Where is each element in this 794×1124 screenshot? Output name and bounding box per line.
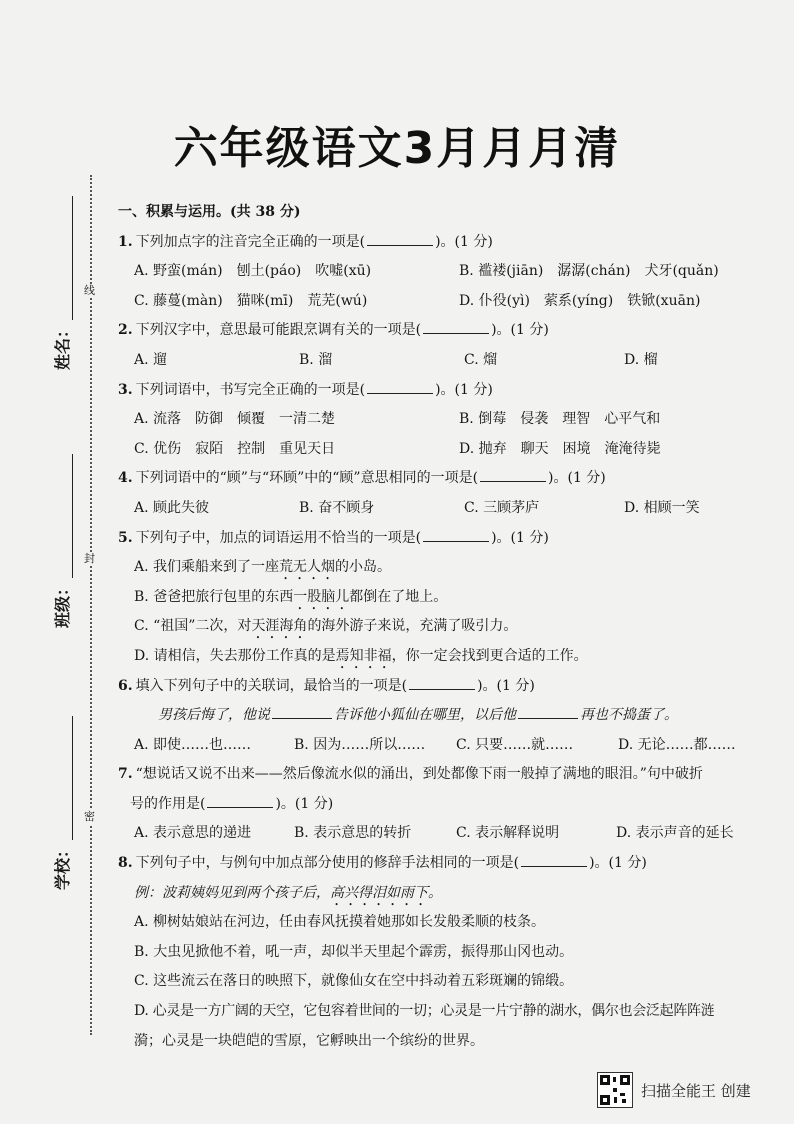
section-heading: 一、积累与运用。(共 38 分) xyxy=(118,204,301,220)
option-c: C. 只要……就…… xyxy=(456,736,574,753)
option-c: C. 藤蔓(màn) 猫咪(mī) 荒芜(wú) xyxy=(134,292,368,309)
option-a xyxy=(118,553,773,583)
question-3 xyxy=(118,376,773,406)
question-number: 5. xyxy=(118,529,133,546)
question-tail: )。(1 分) xyxy=(435,381,493,398)
question-stem: 下列词语中，书写完全正确的一项是( xyxy=(135,381,366,398)
option-text: C. “祖国”二次，对 xyxy=(134,618,252,635)
example-sentence xyxy=(118,879,773,909)
question-5 xyxy=(118,524,773,554)
name-field xyxy=(50,196,73,370)
option-text: 都倒在了地上。 xyxy=(349,588,448,605)
option-c: C. 熘 xyxy=(464,351,498,368)
option-a: A. 表示意思的递进 xyxy=(134,825,252,842)
option-d: D. 无论……都…… xyxy=(618,736,736,753)
options-row xyxy=(118,346,773,376)
options-row xyxy=(118,731,773,761)
question-number: 2. xyxy=(118,322,133,339)
example-text: 例：波莉姨妈见到两个孩子后， xyxy=(134,884,330,901)
name-label: 姓名： xyxy=(53,321,72,370)
watermark-text: 扫描全能王 创建 xyxy=(641,1081,751,1100)
option-text: 的海外游子来说，充满了吸引力。 xyxy=(307,618,518,635)
question-number: 4. xyxy=(118,470,133,487)
class-field xyxy=(50,454,73,628)
school-blank[interactable] xyxy=(56,716,73,840)
question-tail: )。(1 分) xyxy=(477,677,535,694)
option-d-cont: 漪；心灵是一块皑皑的雪原，它孵映出一个缤纷的世界。 xyxy=(134,1032,484,1049)
question-8 xyxy=(118,849,773,879)
option-d: D. 仆役(yì) 萦系(yíng) 铁锨(xuān) xyxy=(459,292,701,309)
answer-blank[interactable] xyxy=(423,527,489,542)
sentence-text: 再也不捣蛋了。 xyxy=(580,707,678,724)
option-text: A. 我们乘船来到了一座 xyxy=(134,559,280,576)
option-d: D. 抛弃 聊天 困境 淹淹待毙 xyxy=(459,440,661,457)
answer-blank[interactable] xyxy=(367,231,433,246)
answer-blank[interactable] xyxy=(521,852,587,867)
option-b xyxy=(118,583,773,613)
question-tail: )。(1 分) xyxy=(435,233,493,250)
question-stem: 下列词语中的“顾”与“环顾”中的“顾”意思相同的一项是( xyxy=(135,470,479,487)
question-7-cont xyxy=(118,790,773,820)
option-b: B. 倒莓 侵袭 理智 心平气和 xyxy=(459,411,661,428)
options-row xyxy=(118,257,773,287)
qr-code-icon xyxy=(597,1072,633,1108)
dotted-term: 高兴得泪如雨下 xyxy=(330,884,428,901)
option-a: A. 流落 防御 倾覆 一清二楚 xyxy=(134,411,336,428)
fill-blank[interactable] xyxy=(272,704,332,719)
option-a: A. 遛 xyxy=(134,351,168,368)
binding-line xyxy=(90,175,92,1035)
question-number: 8. xyxy=(118,855,133,872)
dotted-term: 荒无人烟 xyxy=(279,559,336,576)
option-b: B. 大虫见掀他不着，吼一声，却似半天里起个霹雳，振得那山冈也动。 xyxy=(134,943,574,960)
options-row xyxy=(118,494,773,524)
option-text: ，你一定会找到更合适的工作。 xyxy=(391,647,588,664)
question-stem: 下列句子中，与例句中加点部分使用的修辞手法相同的一项是( xyxy=(135,855,520,872)
option-c: C. 三顾茅庐 xyxy=(464,499,540,516)
question-tail: )。(1 分) xyxy=(589,855,647,872)
option-c: C. 这些流云在落日的映照下，就像仙女在空中抖动着五彩斑斓的锦缎。 xyxy=(134,973,574,990)
question-tail: )。(1 分) xyxy=(548,470,606,487)
option-d: D. 榴 xyxy=(624,351,658,368)
binding-mark: 封 xyxy=(84,552,95,565)
question-number: 1. xyxy=(118,233,133,250)
question-stem: 号的作用是( xyxy=(130,795,206,812)
options-row xyxy=(118,405,773,435)
class-label: 班级： xyxy=(53,579,72,628)
sentence-text: 告诉他小狐仙在哪里，以后他 xyxy=(334,707,516,724)
options-row xyxy=(118,287,773,317)
dotted-term: 焉知非福 xyxy=(335,647,392,664)
answer-blank[interactable] xyxy=(409,675,475,690)
school-field xyxy=(50,716,73,890)
answer-blank[interactable] xyxy=(367,379,433,394)
question-stem: 下列汉字中，意思最可能跟烹调有关的一项是( xyxy=(135,322,422,339)
fill-sentence xyxy=(118,701,773,731)
question-1 xyxy=(118,228,773,258)
answer-blank[interactable] xyxy=(480,467,546,482)
question-tail: )。(1 分) xyxy=(275,795,334,812)
binding-mark: 线 xyxy=(84,284,95,297)
question-stem: 填入下列句子中的关联词，最恰当的一项是( xyxy=(135,677,408,694)
question-number: 6. xyxy=(118,677,133,694)
option-b: B. 表示意思的转折 xyxy=(294,825,412,842)
page-title: 六年级语文3月月月清 xyxy=(173,123,621,174)
option-a: A. 即使……也…… xyxy=(134,736,252,753)
name-blank[interactable] xyxy=(56,196,73,320)
option-a: A. 柳树姑娘站在河边，任由春风抚摸着她那如长发般柔顺的枝条。 xyxy=(134,914,546,931)
option-a: A. 顾此失彼 xyxy=(134,499,210,516)
question-number: 3. xyxy=(118,381,133,398)
example-text: 。 xyxy=(428,884,442,901)
answer-blank[interactable] xyxy=(207,793,273,808)
option-text: D. 请相信，失去那份工作真的是 xyxy=(134,647,336,664)
options-row xyxy=(118,435,773,465)
question-stem: 下列句子中，加点的词语运用不恰当的一项是( xyxy=(135,529,422,546)
option-c xyxy=(118,612,773,642)
option-b: B. 溜 xyxy=(299,351,333,368)
exam-content xyxy=(118,198,773,1056)
option-d: D. 心灵是一方广阔的天空，它包容着世间的一切；心灵是一片宁静的湖水，偶尔也会泛起阵阵涟 xyxy=(134,1003,715,1020)
question-2 xyxy=(118,316,773,346)
question-stem: 下列加点字的注音完全正确的一项是( xyxy=(135,233,366,250)
option-text: 的小岛。 xyxy=(335,559,392,576)
class-blank[interactable] xyxy=(56,454,73,578)
option-c: C. 优伤 寂陌 控制 重见天日 xyxy=(134,440,336,457)
question-tail: )。(1 分) xyxy=(491,529,549,546)
option-b: B. 因为……所以…… xyxy=(294,736,426,753)
option-d xyxy=(118,642,773,672)
scanner-watermark xyxy=(597,1072,751,1108)
dotted-term: 一股脑儿 xyxy=(293,588,350,605)
option-b: B. 奋不顾身 xyxy=(299,499,375,516)
binding-mark: 密 xyxy=(84,810,95,823)
question-7 xyxy=(118,760,773,790)
school-label: 学校： xyxy=(53,841,72,890)
option-d: D. 相顾一笑 xyxy=(624,499,700,516)
answer-blank[interactable] xyxy=(423,319,489,334)
option-c: C. 表示解释说明 xyxy=(456,825,560,842)
question-4 xyxy=(118,464,773,494)
option-d: D. 表示声音的延长 xyxy=(616,825,734,842)
options-row xyxy=(118,819,773,849)
question-number: 7. xyxy=(118,766,133,783)
dotted-term: 天涯海角 xyxy=(251,618,308,635)
fill-blank[interactable] xyxy=(518,704,578,719)
option-a: A. 野蛮(mán) 刨土(páo) 吹嘘(xū) xyxy=(134,263,372,280)
sentence-text: 男孩后悔了，他说 xyxy=(158,707,270,724)
option-text: B. 爸爸把旅行包里的东西 xyxy=(134,588,294,605)
question-tail: )。(1 分) xyxy=(491,322,549,339)
question-stem: “想说话又说不出来——然后像流水似的涌出，到处都像下雨一般掉了满地的眼泪。”句中破折 xyxy=(135,766,703,783)
question-6 xyxy=(118,672,773,702)
option-b: B. 褴褛(jiān) 潺潺(chán) 犬牙(quǎn) xyxy=(459,263,719,280)
